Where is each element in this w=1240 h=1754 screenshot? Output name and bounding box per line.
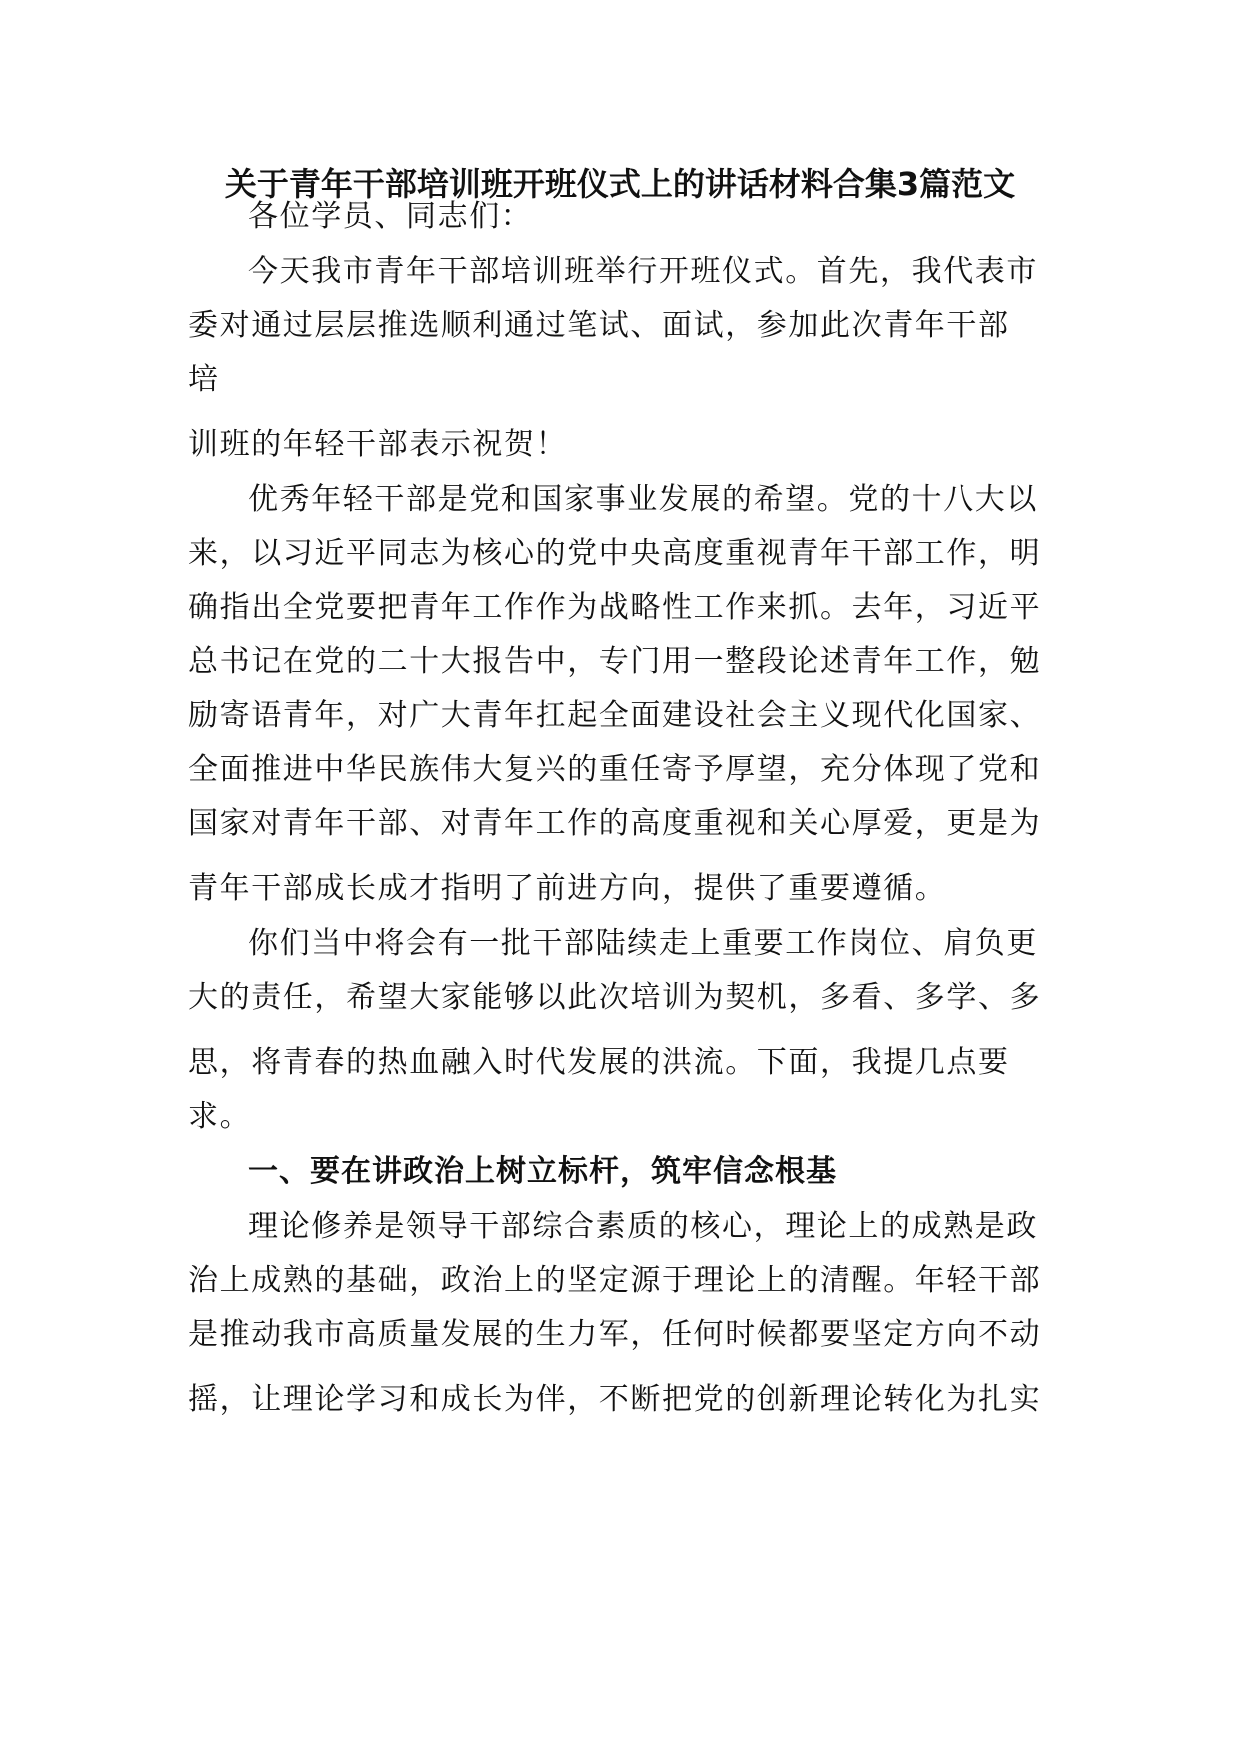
paragraph-line: 是推动我市高质量发展的生力军，任何时候都要坚定方向不动 <box>188 1317 1042 1352</box>
paragraph-line: 理论修养是领导干部综合素质的核心，理论上的成熟是政 <box>248 1209 1038 1244</box>
paragraph-line: 青年干部成长成才指明了前进方向，提供了重要遵循。 <box>188 871 947 906</box>
paragraph-line: 今天我市青年干部培训班举行开班仪式。首先，我代表市 <box>248 254 1038 289</box>
paragraph-line: 来，以习近平同志为核心的党中央高度重视青年干部工作，明 <box>188 536 1042 571</box>
paragraph-line: 委对通过层层推选顺利通过笔试、面试，参加此次青年干部 <box>188 308 1010 343</box>
paragraph-line: 总书记在党的二十大报告中，专门用一整段论述青年工作，勉 <box>188 644 1042 679</box>
paragraph-line: 全面推进中华民族伟大复兴的重任寄予厚望，充分体现了党和 <box>188 752 1042 787</box>
paragraph-line: 优秀年轻干部是党和国家事业发展的希望。党的十八大以 <box>248 482 1038 517</box>
paragraph-line: 励寄语青年，对广大青年扛起全面建设社会主义现代化国家、 <box>188 698 1042 733</box>
paragraph-line: 培 <box>188 362 220 397</box>
paragraph-line: 大的责任，希望大家能够以此次培训为契机，多看、多学、多 <box>188 980 1042 1015</box>
paragraph-line: 摇，让理论学习和成长为伴，不断把党的创新理论转化为扎实 <box>188 1382 1042 1417</box>
greeting: 各位学员、同志们： <box>248 199 533 234</box>
paragraph-line: 国家对青年干部、对青年工作的高度重视和关心厚爱，更是为 <box>188 806 1042 841</box>
paragraph-line: 确指出全党要把青年工作作为战略性工作来抓。去年，习近平 <box>188 590 1042 625</box>
paragraph-line: 求。 <box>188 1099 252 1134</box>
paragraph-line: 思，将青春的热血融入时代发展的洪流。下面，我提几点要 <box>188 1045 1010 1080</box>
section-heading: 一、要在讲政治上树立标杆，筑牢信念根基 <box>248 1154 837 1189</box>
paragraph-line: 你们当中将会有一批干部陆续走上重要工作岗位、肩负更 <box>248 926 1038 961</box>
document-title: 关于青年干部培训班开班仪式上的讲话材料合集3篇范文 <box>224 165 1016 203</box>
paragraph-line: 训班的年轻干部表示祝贺！ <box>188 427 568 462</box>
paragraph-line: 治上成熟的基础，政治上的坚定源于理论上的清醒。年轻干部 <box>188 1263 1042 1298</box>
